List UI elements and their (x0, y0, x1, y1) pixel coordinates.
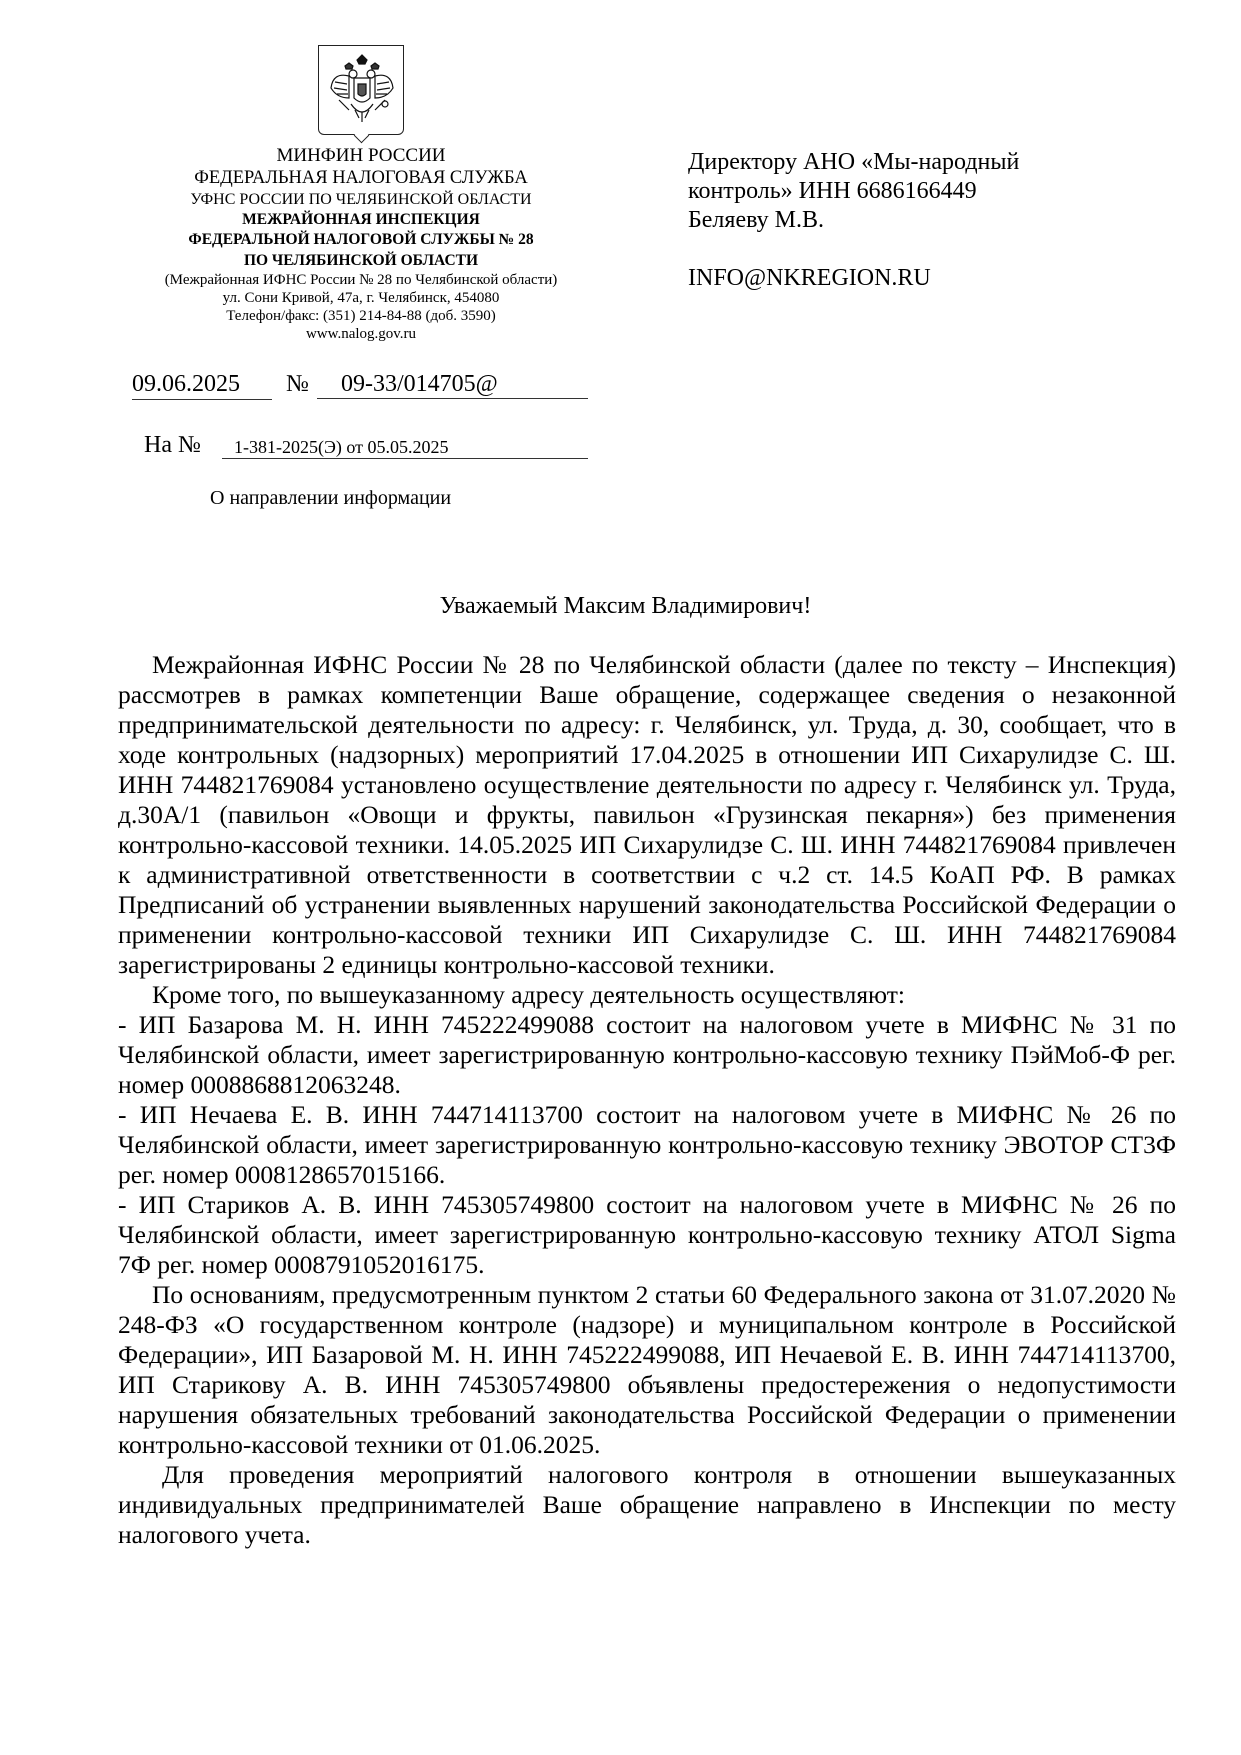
outgoing-number: 09-33/014705@ (317, 371, 588, 399)
service-name: ФЕДЕРАЛЬНАЯ НАЛОГОВАЯ СЛУЖБА (194, 168, 528, 188)
inspection-short-name: (Межрайонная ИФНС России № 28 по Челябинской области) (164, 272, 558, 288)
number-sign: № (286, 371, 309, 397)
ministry-name: МИНФИН РОССИИ (276, 145, 446, 166)
body-paragraph-3: По основаниям, предусмотренным пунктом 2 статьи 60 Федерального закона от 31.07.2020 № 248-ФЗ «О государственном контроле (надзоре) и муниципальном контроле в Российской Федерации», ИП Базаровой М. Н. ИНН 745222499088, ИП Нечаевой Е. В. ИНН 744714113700, ИП Старикову А. В. ИНН 745305749800 объявлены предостережения о недопустимости нарушения обязательных требований законодательства Российской Федерации о применении контрольно-кассовой техники от 01.06.2025. (118, 1280, 1176, 1459)
sender-website: www.nalog.gov.ru (305, 326, 417, 342)
sender-address: ул. Сони Кривой, 47а, г. Челябинск, 454080 (222, 290, 500, 306)
recipient-line1: Директору АНО «Мы-народный (688, 149, 1020, 175)
entrepreneur-list-item: - ИП Стариков А. В. ИНН 745305749800 состоит на налоговом учете в МИФНС № 26 по Челябинской области, имеет зарегистрированную контрольно-кассовую технику АТОЛ Sigma 7Ф рег. номер 0008791052016175. (118, 1190, 1176, 1279)
body-paragraph-1: Межрайонная ИФНС России № 28 по Челябинской области (далее по тексту – Инспекция) рассмотрев в рамках компетенции Ваше обращение, содержащее сведения о незаконной предпринимательской деятельности по адресу: г. Челябинск, ул. Труда, д. 30, сообщает, что в ходе контрольных (надзорных) мероприятий 17.04.2025 в отношении ИП Сихарулидзе С. Ш. ИНН 744821769084 установлено осуществление деятельности по адресу г. Челябинск ул. Труда, д.30А/1 (павильон «Овощи и фрукты, павильон «Грузинская пекарня») без применения контрольно-кассовой техники. 14.05.2025 ИП Сихарулидзе С. Ш. ИНН 744821769084 привлечен к административной ответственности в соответствии с ч.2 ст. 14.5 КоАП РФ. В рамках Предписаний об устранении выявленных нарушений законодательства Российской Федерации о применении контрольно-кассовой техники ИП Сихарулидзе С. Ш. ИНН 744821769084 зарегистрированы 2 единицы контрольно-кассовой техники. (118, 650, 1176, 979)
greeting: Уважаемый Максим Владимирович! (439, 593, 812, 619)
inspection-name-line2: ФЕДЕРАЛЬНОЙ НАЛОГОВОЙ СЛУЖБЫ № 28 (188, 231, 534, 248)
inspection-name-line1: МЕЖРАЙОННАЯ ИНСПЕКЦИЯ (242, 210, 480, 228)
sender-phone: Телефон/факс: (351) 214-84-88 (доб. 3590) (226, 308, 496, 324)
reply-to-label: На № (144, 432, 201, 458)
letter-subject: О направлении информации (210, 487, 452, 509)
recipient-name: Беляеву М.В. (688, 207, 824, 233)
russian-coat-of-arms-icon (318, 45, 404, 135)
recipient-block (688, 148, 1108, 293)
double-headed-eagle-icon (327, 54, 397, 126)
body-paragraph-2: Кроме того, по вышеуказанному адресу деятельность осуществляют: (152, 980, 905, 1009)
reply-to-reference: 1-381-2025(Э) от 05.05.2025 (222, 437, 588, 459)
inspection-name-line3: ПО ЧЕЛЯБИНСКОЙ ОБЛАСТИ (243, 251, 479, 269)
letter-body (118, 650, 1176, 1550)
entrepreneur-list-item: - ИП Нечаева Е. В. ИНН 744714113700 состоит на налоговом учете в МИФНС № 26 по Челябинской области, имеет зарегистрированную контрольно-кассовую технику ЭВОТОР СТ3Ф рег. номер 0008128657015166. (118, 1100, 1176, 1189)
regional-office: УФНС РОССИИ ПО ЧЕЛЯБИНСКОЙ ОБЛАСТИ (190, 190, 532, 208)
sender-header (128, 146, 594, 345)
recipient-email: INFO@NKREGION.RU (688, 265, 931, 291)
outgoing-date: 09.06.2025 (132, 371, 272, 400)
entrepreneur-list-item: - ИП Базарова М. Н. ИНН 745222499088 состоит на налоговом учете в МИФНС № 31 по Челябинской области, имеет зарегистрированную контрольно-кассовую технику ПэйМоб-Ф рег. номер 0008868812063248. (118, 1010, 1176, 1099)
body-paragraph-4: Для проведения мероприятий налогового контроля в отношении вышеуказанных индивидуальных предпринимателей Ваше обращение направлено в Инспекции по месту налогового учета. (118, 1460, 1176, 1549)
recipient-line2: контроль» ИНН 6686166449 (688, 178, 977, 204)
